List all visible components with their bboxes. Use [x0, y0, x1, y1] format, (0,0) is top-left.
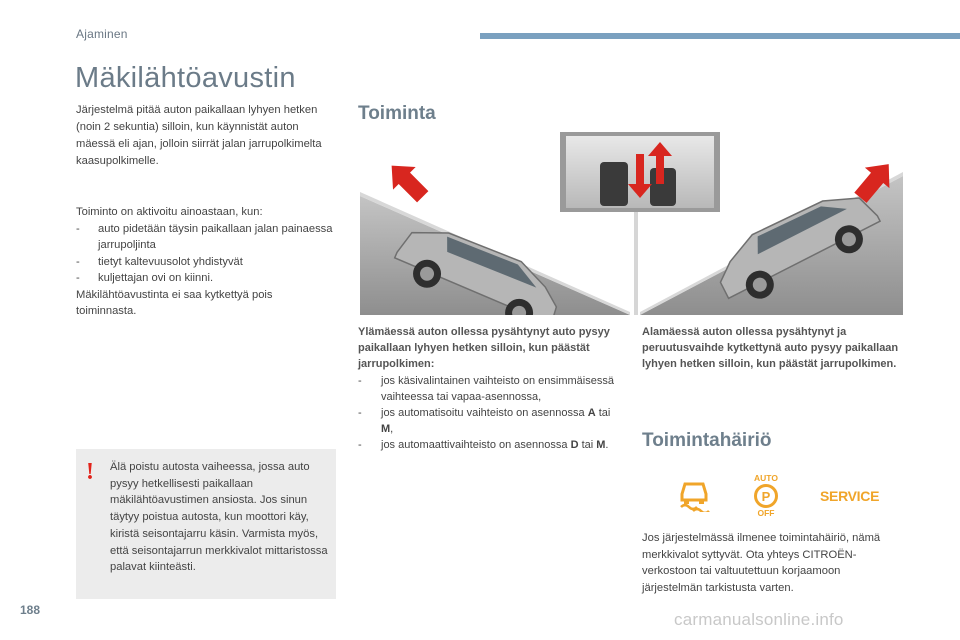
activation-note: Mäkilähtöavustinta ei saa kytkettyä pois toiminnasta.: [76, 288, 273, 317]
warning-box: [76, 449, 336, 599]
esp-warning-icon: [676, 474, 712, 517]
list-item: - jos automatisoitu vaihteisto on asennossa A tai M,: [358, 407, 611, 436]
warning-text: Älä poistu autosta vaiheessa, jossa auto pysyy hetkellisesti paikallaan mäkilähtöavustimen ansiosta. Jos sinun täytyy poistua autosta, kun moottori käy, kiristä seisontajarru käsin. Varmista myös, että seisontajarrun merkkivalot mittaristossa palavat kiinteästi.: [110, 461, 328, 574]
fault-heading: Toimintahäiriö: [642, 430, 772, 451]
uphill-lead: Ylämäessä auton ollessa pysähtynyt auto pysyy paikallaan lyhyen hetken silloin, kun päästät jarrupolkimen:: [358, 326, 610, 371]
activation-conditions: [76, 204, 334, 320]
downhill-description: Alamäessä auton ollessa pysähtynyt ja peruutusvaihde kytkettynä auto pysyy paikallaan lyhyen hetken silloin, kun päästät jarrupolkimen.: [642, 326, 899, 371]
list-item: - kuljettajan ovi on kiinni.: [76, 272, 214, 284]
activation-lead: Toiminto on aktivoitu ainoastaan, kun:: [76, 206, 263, 218]
warning-icon: !: [86, 459, 94, 485]
warning-lights: [676, 473, 880, 520]
watermark: carmanualsonline.info: [674, 610, 844, 629]
fault-text: Jos järjestelmässä ilmenee toimintahäiriö, nämä merkkivalot syttyvät. Ota yhteys CITROËN-verkostoon tai valtuutettuun korjaamoon järjestelmän tarkistusta varten.: [642, 532, 881, 594]
page-number: 188: [20, 603, 41, 617]
list-item: - jos automaattivaihteisto on asennossa D tai M.: [358, 439, 609, 452]
section-label: Ajaminen: [76, 27, 128, 41]
uphill-description: [358, 324, 620, 454]
list-item: - auto pidetään täysin paikallaan jalan painaessa jarrupoljinta: [76, 222, 333, 251]
auto-p-off-icon: AUTO P OFF: [754, 473, 778, 518]
intro-paragraph: Järjestelmä pitää auton paikallaan lyhyen hetken (noin 2 sekuntia) silloin, kun käynnistät auton mäessä eli ajan, jolloin siirrät jalan jarrupolkimelta kaasupolkimelle.: [76, 104, 322, 167]
operation-heading: Toiminta: [358, 103, 436, 124]
hill-start-illustration: [360, 132, 903, 315]
list-item: - tietyt kaltevuusolot yhdistyvät: [76, 255, 243, 268]
list-item: - jos käsivalintainen vaihteisto on ensimmäisessä vaihteessa tai vapaa-asennossa,: [358, 374, 614, 403]
header-bar: [480, 33, 960, 39]
page-title: Mäkilähtöavustin: [75, 62, 296, 94]
service-icon: SERVICE: [820, 488, 880, 504]
